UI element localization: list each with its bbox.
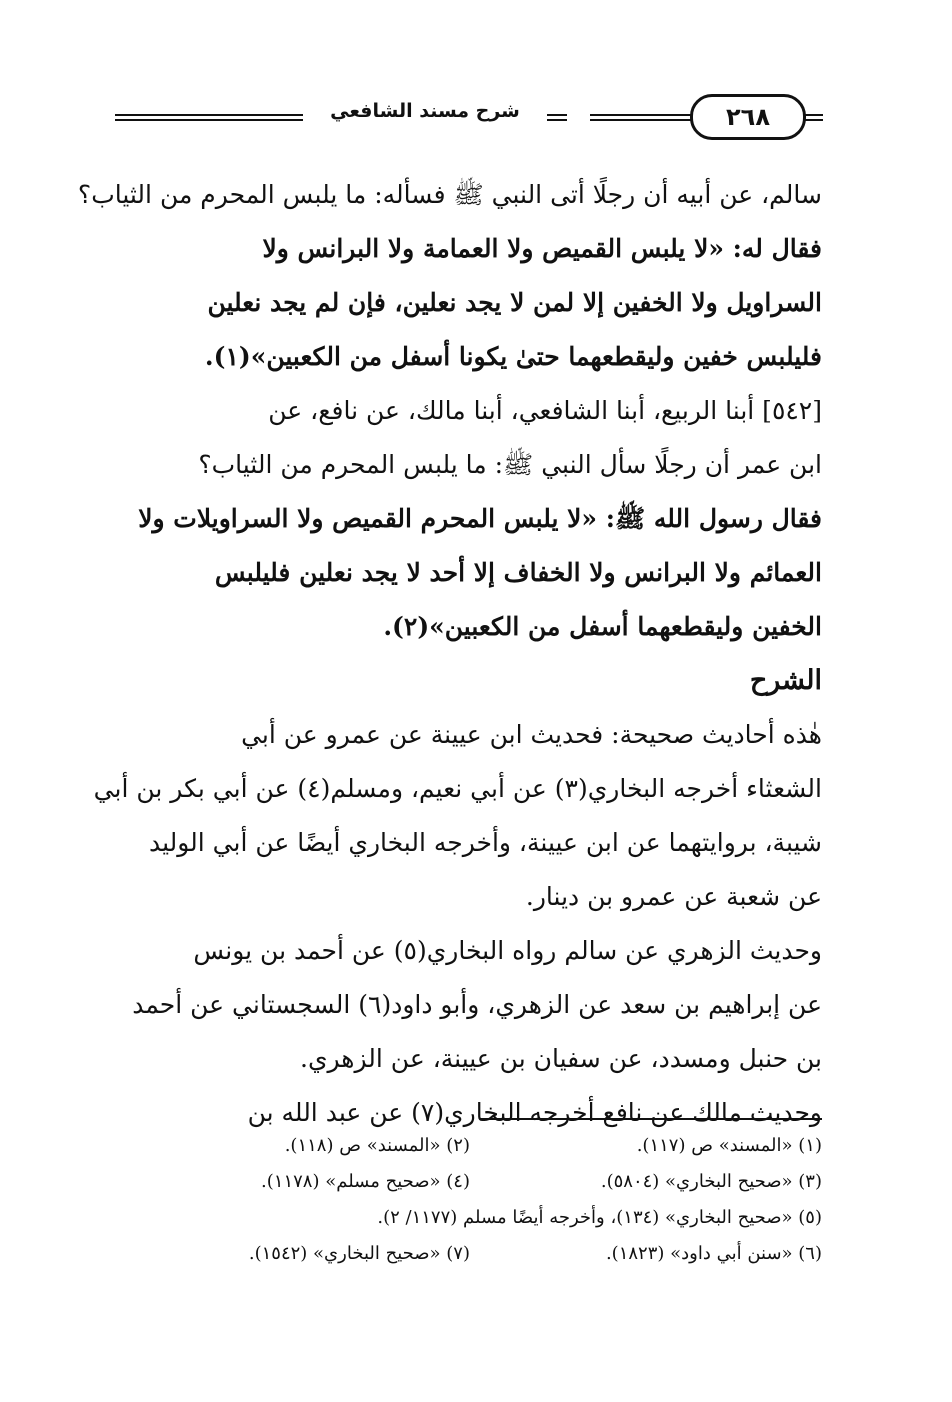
text-line: فقال له: «لا يلبس القميص ولا العمامة ولا البرانس ولا (262, 234, 822, 263)
page-number: ٢٦٨ (690, 94, 806, 140)
footnote-3: (٣) «صحيح البخاري» (٥٨٠٤). (600, 1171, 822, 1192)
section-heading: الشرح (749, 665, 822, 696)
text-line: الخفين وليقطعهما أسفل من الكعبين»(٢). (383, 612, 822, 641)
text-line: [٥٤٢] أبنا الربيع، أبنا الشافعي، أبنا مالك، عن نافع، عن (268, 396, 822, 425)
text-line: وحديث الزهري عن سالم رواه البخاري(٥) عن أحمد بن يونس (193, 936, 822, 965)
text-line: هٰذه أحاديث صحيحة: فحديث ابن عيينة عن عمرو عن أبي (241, 720, 822, 749)
text-line: عن شعبة عن عمرو بن دينار. (525, 882, 822, 911)
footnote-2: (٢) «المسند» ص (١١٨). (284, 1135, 470, 1156)
header-rule-mid (547, 114, 567, 121)
footnote-row (118, 1236, 822, 1272)
footnote-6: (٦) «سنن أبي داود» (١٨٢٣). (605, 1243, 822, 1264)
text-line: وحديث مالك عن نافع أخرجه البخاري(٧) عن عبد الله بن (247, 1098, 822, 1127)
main-text (77, 168, 822, 1140)
text-line: فليلبس خفين وليقطعهما حتىٰ يكونا أسفل من الكعبين»(١). (204, 342, 822, 371)
text-line: العمائم ولا البرانس ولا الخفاف إلا أحد لا يجد نعلين فليلبس (214, 558, 822, 587)
text-line: فقال رسول الله ﷺ: «لا يلبس المحرم القميص ولا السراويلات ولا (138, 504, 822, 533)
text-line: ابن عمر أن رجلًا سأل النبي ﷺ: ما يلبس المحرم من الثياب؟ (198, 450, 822, 479)
text-line: بن حنبل ومسدد، عن سفيان بن عيينة، عن الزهري. (300, 1044, 822, 1073)
footnote-row (118, 1164, 822, 1200)
header-rule-left (115, 114, 303, 121)
page-header (115, 92, 823, 142)
footnote-7: (٧) «صحيح البخاري» (١٥٤٢). (248, 1243, 470, 1264)
footnote-rule (480, 1118, 822, 1120)
text-line: الشعثاء أخرجه البخاري(٣) عن أبي نعيم، ومسلم(٤) عن أبي بكر بن أبي (93, 774, 822, 803)
text-line: سالم، عن أبيه أن رجلًا أتى النبي ﷺ فسأله: ما يلبس المحرم من الثياب؟ (77, 180, 822, 209)
footnote-5: (٥) «صحيح البخاري» (١٣٤)، وأخرجه أيضًا مسلم (١١٧٧/ ٢). (377, 1207, 822, 1228)
running-title: شرح مسند الشافعي (330, 100, 520, 122)
text-line: شيبة، بروايتهما عن ابن عيينة، وأخرجه البخاري أيضًا عن أبي الوليد (148, 828, 822, 857)
footnote-row (118, 1128, 822, 1164)
text-line: السراويل ولا الخفين إلا لمن لا يجد نعلين، فإن لم يجد نعلين (207, 288, 822, 317)
text-line: عن إبراهيم بن سعد عن الزهري، وأبو داود(٦) السجستاني عن أحمد (132, 990, 822, 1019)
footnotes (118, 1128, 822, 1272)
footnote-4: (٤) «صحيح مسلم» (١١٧٨). (261, 1171, 470, 1192)
footnote-1: (١) «المسند» ص (١١٧). (636, 1135, 822, 1156)
footnote-row (118, 1200, 822, 1236)
